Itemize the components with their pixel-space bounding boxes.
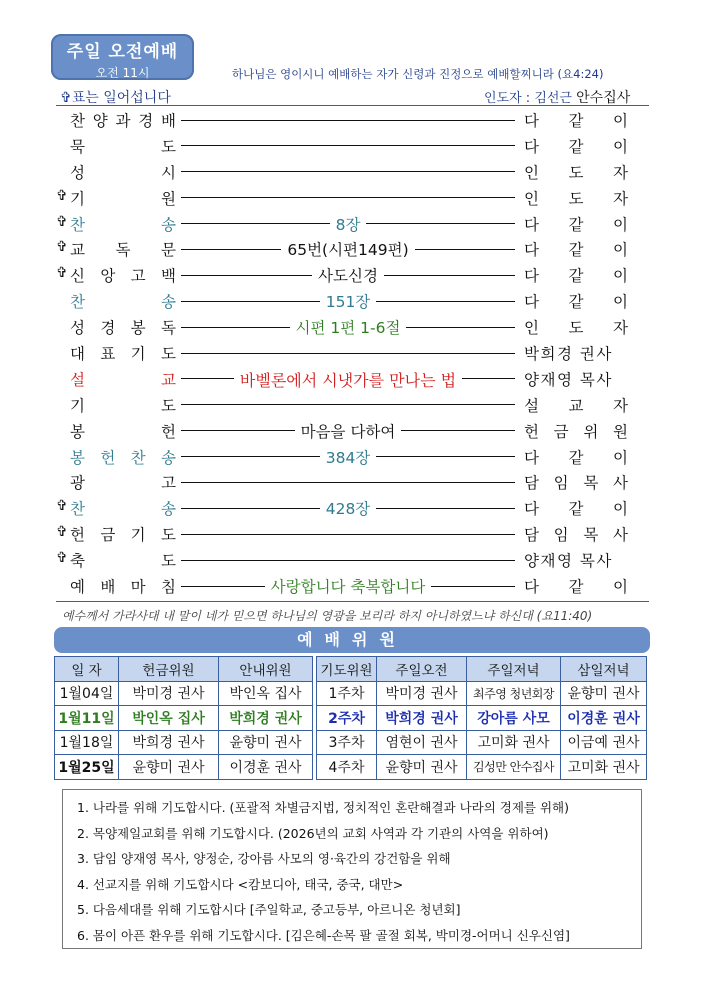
order-item-person-char: 다 (524, 448, 539, 467)
order-item-person-char: 도 (568, 319, 584, 338)
order-item-char: 찬 (130, 448, 146, 467)
order-item-person-char: 목 (583, 474, 599, 493)
order-item-name (70, 238, 176, 260)
table-cell: 염현이 권사 (377, 730, 467, 755)
table-cell: 박인옥 집사 (219, 681, 313, 706)
order-item-char: 마 (130, 578, 146, 597)
order-item-person-char: 이 (613, 215, 628, 234)
order-item-char: 축 (70, 552, 85, 571)
order-item-char: 헌 (161, 422, 176, 441)
order-row (56, 107, 650, 133)
table-cell: 1월11일 (55, 706, 119, 731)
order-item-person-char: 임 (553, 474, 569, 493)
table-cell: 박미경 권사 (377, 681, 467, 706)
order-item-person-char: 담 (524, 474, 539, 493)
order-item-person-char: 같 (568, 293, 584, 312)
order-item-person (524, 187, 628, 209)
order-item-name (70, 394, 176, 416)
order-item-name (70, 523, 176, 545)
table-cell: 1월04일 (55, 681, 119, 706)
order-item-detail-text: 428장 (320, 500, 377, 518)
order-item-char: 광 (70, 474, 85, 493)
order-item-person (524, 342, 628, 364)
table-row (317, 681, 647, 706)
order-item-char: 성 (70, 319, 85, 338)
service-badge (51, 34, 194, 80)
order-item-char: 봉 (70, 448, 85, 467)
order-item-char: 독 (160, 319, 176, 338)
table-header-row (55, 657, 313, 682)
table-cell: 3주차 (317, 730, 377, 755)
order-item-person-char: 인 (524, 163, 539, 182)
cross-icon: ✞ (56, 265, 68, 282)
leader-line (181, 171, 515, 172)
table-row (55, 730, 313, 755)
order-item-person-char: 위 (583, 422, 599, 441)
order-item-person-char: 다 (524, 267, 539, 286)
order-item-person-char: 이 (613, 293, 628, 312)
order-item-person (524, 135, 628, 157)
order-item-char: 성 (70, 163, 85, 182)
order-item-person-char: 같 (568, 112, 584, 130)
order-row (56, 573, 650, 599)
table-cell: 1월18일 (55, 730, 119, 755)
order-item-person-char: 사 (613, 526, 628, 545)
order-item-person-char: 자 (613, 163, 628, 182)
leader (484, 87, 630, 107)
committee-title: 예배위원 (54, 627, 650, 653)
order-item-person (524, 471, 628, 493)
order-item-person-char: 같 (568, 267, 584, 286)
order-row (56, 159, 650, 185)
order-item-char: 봉 (130, 319, 146, 338)
order-item-char: 찬 (70, 293, 85, 312)
order-item-person-char: 이 (613, 112, 628, 130)
order-row (56, 288, 650, 314)
table-cell: 4주차 (317, 755, 377, 780)
order-item-name (70, 290, 176, 312)
order-item-char: 찬 (70, 500, 85, 519)
service-title: 주일 오전예배 (66, 42, 179, 62)
order-item-person-char: 사 (613, 474, 628, 493)
order-row (56, 521, 650, 547)
order-item-person-char: 도 (568, 163, 584, 182)
order-item-person-char: 자 (613, 319, 628, 338)
order-item-person-char: 도 (568, 189, 584, 208)
legend-text: 표는 일어섭니다 (71, 90, 171, 106)
table-cell: 최주영 청년회장 (467, 681, 561, 706)
table-cell: 이경훈 권사 (561, 706, 647, 731)
order-item-person-char: 같 (568, 578, 584, 597)
order-item-person-char: 같 (568, 137, 584, 156)
order-item-detail (181, 575, 515, 597)
table-cell: 1주차 (317, 681, 377, 706)
leader-label: 인도자 : 김선근 (484, 91, 572, 106)
prayer-item: 3. 담임 양재영 목사, 양정순, 강아름 사모의 영·육간의 강건함을 위해 (77, 851, 451, 867)
order-item-person-char: 다 (524, 293, 539, 312)
order-item-person-char: 이 (613, 448, 628, 467)
table-header-cell: 안내위원 (219, 657, 313, 682)
order-item-char: 기 (70, 189, 85, 208)
prayer-item: 6. 몸이 아픈 환우를 위해 기도합시다. [김은혜-손목 팔 골절 회복, 박미경-어머니 신우신염] (77, 927, 570, 943)
order-item-name (70, 497, 176, 519)
order-item-person-char: 인 (524, 189, 539, 208)
order-item-name (70, 471, 176, 493)
order-item-person (524, 109, 628, 131)
order-item-person-char: 헌 (524, 422, 539, 441)
order-item-person-char: 자 (613, 396, 628, 415)
table-cell: 2주차 (317, 706, 377, 731)
table-cell: 박희경 권사 (377, 706, 467, 731)
order-item-detail (181, 290, 515, 312)
order-item-person (524, 290, 628, 312)
order-item-person (524, 316, 628, 338)
order-item-detail-text: 사도신경 (312, 267, 384, 285)
table-row (55, 681, 313, 706)
order-item-name (70, 446, 176, 468)
table-row (317, 730, 647, 755)
offering-usher-table (54, 656, 313, 780)
order-row (56, 262, 650, 288)
order-row (56, 314, 650, 340)
order-item-detail-text: 마음을 다하여 (295, 423, 402, 441)
order-item-person-char: 같 (568, 215, 584, 234)
order-item-char: 과 (115, 112, 131, 130)
order-item-name (70, 264, 176, 286)
order-item-char: 도 (161, 137, 176, 156)
order-item-person-char: 교 (568, 396, 584, 415)
table-row (317, 706, 647, 731)
order-item-person (524, 575, 628, 597)
order-row (56, 495, 650, 521)
table-row (55, 755, 313, 780)
order-item-person-char: 인 (524, 319, 539, 338)
order-item-char: 대 (70, 345, 85, 364)
prayer-leader-table (316, 656, 647, 780)
order-item-person-char: 설 (524, 396, 539, 415)
order-item-detail-text: 151장 (320, 293, 377, 311)
order-item-char: 헌 (100, 448, 116, 467)
order-row (56, 418, 650, 444)
order-item-person-char: 이 (613, 578, 628, 597)
stand-legend (60, 87, 171, 107)
order-item-char: 송 (160, 448, 176, 467)
order-item-person-char: 자 (613, 189, 628, 208)
leader-line (181, 353, 515, 354)
order-row (56, 547, 650, 573)
order-item-char: 찬 (70, 112, 85, 130)
order-item-detail-text: 사랑합니다 축복합니다 (265, 578, 432, 596)
order-item-name (70, 213, 176, 235)
cross-icon: ✞ (60, 90, 72, 106)
order-item-detail (181, 264, 515, 286)
order-item-char: 묵 (70, 137, 85, 156)
cross-icon: ✞ (56, 524, 68, 541)
order-item-person-char: 목 (583, 526, 599, 545)
prayer-item: 1. 나라를 위해 기도합시다. (포괄적 차별금지법, 정치적인 혼란해결과 나라의 경제를 위해) (77, 800, 569, 815)
table-cell: 1월25일 (55, 755, 119, 780)
table-cell: 박희경 권사 (119, 730, 219, 755)
table-header-cell: 기도위원 (317, 657, 377, 682)
order-item-detail (181, 316, 515, 338)
order-row (56, 211, 650, 237)
table-cell: 김성만 안수집사 (467, 755, 561, 780)
order-item-person (524, 238, 628, 260)
order-item-char: 백 (160, 267, 176, 286)
order-item-person-char: 같 (568, 500, 584, 519)
order-item-char: 고 (161, 474, 176, 493)
order-item-char: 기 (130, 526, 146, 545)
order-item-char: 독 (115, 241, 131, 260)
leader-line (181, 145, 515, 146)
table-cell: 이금예 권사 (561, 730, 647, 755)
cross-icon: ✞ (56, 213, 68, 230)
order-item-detail (181, 238, 515, 260)
leader-line (181, 534, 515, 535)
order-item-person-char: 원 (613, 422, 628, 441)
leader-line (181, 120, 515, 121)
order-row (56, 185, 650, 211)
order-row (56, 236, 650, 262)
order-item-name (70, 161, 176, 183)
order-item-char: 헌 (70, 526, 85, 545)
order-item-detail-text: 8장 (330, 216, 367, 234)
order-item-person-char: 이 (613, 267, 628, 286)
order-item-person (524, 549, 628, 571)
order-item-char: 문 (161, 241, 176, 260)
order-item-detail (181, 446, 515, 468)
table-header-cell: 헌금위원 (119, 657, 219, 682)
cross-icon: ✞ (56, 498, 68, 515)
table-header-cell: 주일오전 (377, 657, 467, 682)
order-item-char: 원 (161, 189, 176, 208)
order-item-char: 도 (160, 526, 176, 545)
table-row (55, 706, 313, 731)
table-cell: 이경훈 권사 (219, 755, 313, 780)
order-item-name (70, 316, 176, 338)
prayer-item: 5. 다음세대를 위해 기도합시다 [주일학교, 중고등부, 아르니온 청년회] (77, 902, 461, 918)
table-cell: 윤향미 권사 (561, 681, 647, 706)
order-row (56, 444, 650, 470)
order-item-char: 송 (161, 500, 176, 519)
table-cell: 고미화 권사 (561, 755, 647, 780)
order-item-char: 송 (161, 293, 176, 312)
order-row (56, 392, 650, 418)
bible-quote: 예수께서 가라사대 내 말이 네가 믿으면 하나님의 영광을 보리라 하지 아니하였느냐 하신대 (요11:40) (62, 609, 593, 623)
order-item-char: 도 (160, 345, 176, 364)
order-item-person-char: 양재영 목사 (524, 370, 613, 389)
leader-title: 안수집사 (576, 90, 631, 106)
order-row (56, 133, 650, 159)
order-item-person (524, 523, 628, 545)
order-item-person-char: 금 (553, 422, 569, 441)
order-item-char: 양 (92, 112, 108, 130)
order-item-detail-text: 384장 (320, 449, 377, 467)
header-verse: 하나님은 영이시니 예배하는 자가 신령과 진정으로 예배할찌니라 (요4:24) (232, 67, 604, 81)
leader-line (181, 197, 515, 198)
order-row (56, 340, 650, 366)
order-item-char: 찬 (70, 215, 85, 234)
prayer-item: 4. 선교지를 위해 기도합시다 <캄보디아, 태국, 중국, 대만> (77, 876, 404, 892)
order-item-char: 교 (70, 241, 85, 260)
table-cell: 윤향미 권사 (219, 730, 313, 755)
order-item-detail (181, 368, 515, 391)
order-item-person (524, 394, 628, 416)
order-item-char: 경 (138, 112, 154, 130)
order-item-person (524, 264, 628, 286)
header-divider (56, 105, 649, 106)
order-item-person (524, 161, 628, 183)
order-item-char: 기 (130, 345, 146, 364)
order-of-service (56, 107, 650, 599)
table-header-cell: 일 자 (55, 657, 119, 682)
order-item-char: 교 (161, 370, 176, 389)
order-item-person (524, 213, 628, 235)
prayer-requests (62, 789, 642, 949)
order-item-name (70, 135, 176, 157)
table-header-cell: 주일저녁 (467, 657, 561, 682)
order-item-name (70, 109, 176, 131)
order-item-name (70, 187, 176, 209)
leader-line (181, 560, 515, 561)
table-cell: 강아름 사모 (467, 706, 561, 731)
order-item-char: 시 (161, 163, 176, 182)
order-item-person-char: 이 (613, 241, 628, 260)
order-item-person-char: 다 (524, 241, 539, 260)
prayer-item: 2. 목양제일교회를 위해 기도합시다. (2026년의 교회 사역과 각 기관의 사역을 위하여) (77, 825, 549, 841)
order-item-name (70, 420, 176, 442)
order-item-name (70, 368, 176, 390)
order-item-person-char: 같 (568, 448, 584, 467)
order-item-char: 고 (130, 267, 146, 286)
order-item-char: 신 (70, 267, 85, 286)
order-row (56, 366, 650, 392)
order-item-name (70, 575, 176, 597)
order-item-person-char: 이 (613, 137, 628, 156)
order-item-person-char: 박희경 권사 (524, 345, 613, 364)
order-item-char: 도 (161, 552, 176, 571)
order-item-person (524, 497, 628, 519)
table-cell: 윤향미 권사 (377, 755, 467, 780)
order-item-person-char: 양재영 목사 (524, 552, 613, 571)
order-row (56, 469, 650, 495)
order-item-char: 앙 (100, 267, 116, 286)
order-item-detail (181, 213, 515, 235)
order-item-person-char: 다 (524, 578, 539, 597)
table-header-cell: 삼일저녁 (561, 657, 647, 682)
order-item-detail (181, 497, 515, 519)
order-item-char: 송 (161, 215, 176, 234)
cross-icon: ✞ (56, 239, 68, 256)
order-item-detail (181, 420, 515, 442)
order-item-char: 배 (161, 112, 176, 130)
order-item-char: 표 (100, 345, 116, 364)
order-item-person-char: 다 (524, 500, 539, 519)
table-cell: 박인옥 집사 (119, 706, 219, 731)
order-item-char: 도 (161, 396, 176, 415)
order-item-char: 기 (70, 396, 85, 415)
order-item-char: 침 (160, 578, 176, 597)
order-item-person-char: 다 (524, 112, 539, 130)
leader-line (181, 404, 515, 405)
order-item-person-char: 임 (553, 526, 569, 545)
order-item-person (524, 420, 628, 442)
order-item-person-char: 다 (524, 137, 539, 156)
order-item-char: 금 (100, 526, 116, 545)
table-row (317, 755, 647, 780)
order-item-person-char: 같 (568, 241, 584, 260)
cross-icon: ✞ (56, 550, 68, 567)
table-cell: 박희경 권사 (219, 706, 313, 731)
quote-divider (56, 601, 649, 602)
order-item-person (524, 368, 628, 390)
order-item-person-char: 이 (613, 500, 628, 519)
order-item-person (524, 446, 628, 468)
table-header-row (317, 657, 647, 682)
table-cell: 고미화 권사 (467, 730, 561, 755)
order-item-char: 경 (100, 319, 116, 338)
order-item-person-char: 담 (524, 526, 539, 545)
order-item-name (70, 342, 176, 364)
order-item-detail-text: 65번(시편149편) (281, 241, 414, 259)
table-cell: 박미경 권사 (119, 681, 219, 706)
service-time: 오전 11시 (95, 66, 150, 80)
order-item-char: 설 (70, 370, 85, 389)
order-item-person-char: 다 (524, 215, 539, 234)
order-item-name (70, 549, 176, 571)
cross-icon: ✞ (56, 187, 68, 204)
table-cell: 윤향미 권사 (119, 755, 219, 780)
leader-line (181, 482, 515, 483)
order-item-char: 봉 (70, 422, 85, 441)
order-item-char: 배 (100, 578, 116, 597)
order-item-detail-text: 시편 1편 1-6절 (290, 319, 407, 337)
order-item-detail-text: 바벨론에서 시냇가를 만나는 법 (234, 371, 462, 390)
order-item-char: 예 (70, 578, 85, 597)
